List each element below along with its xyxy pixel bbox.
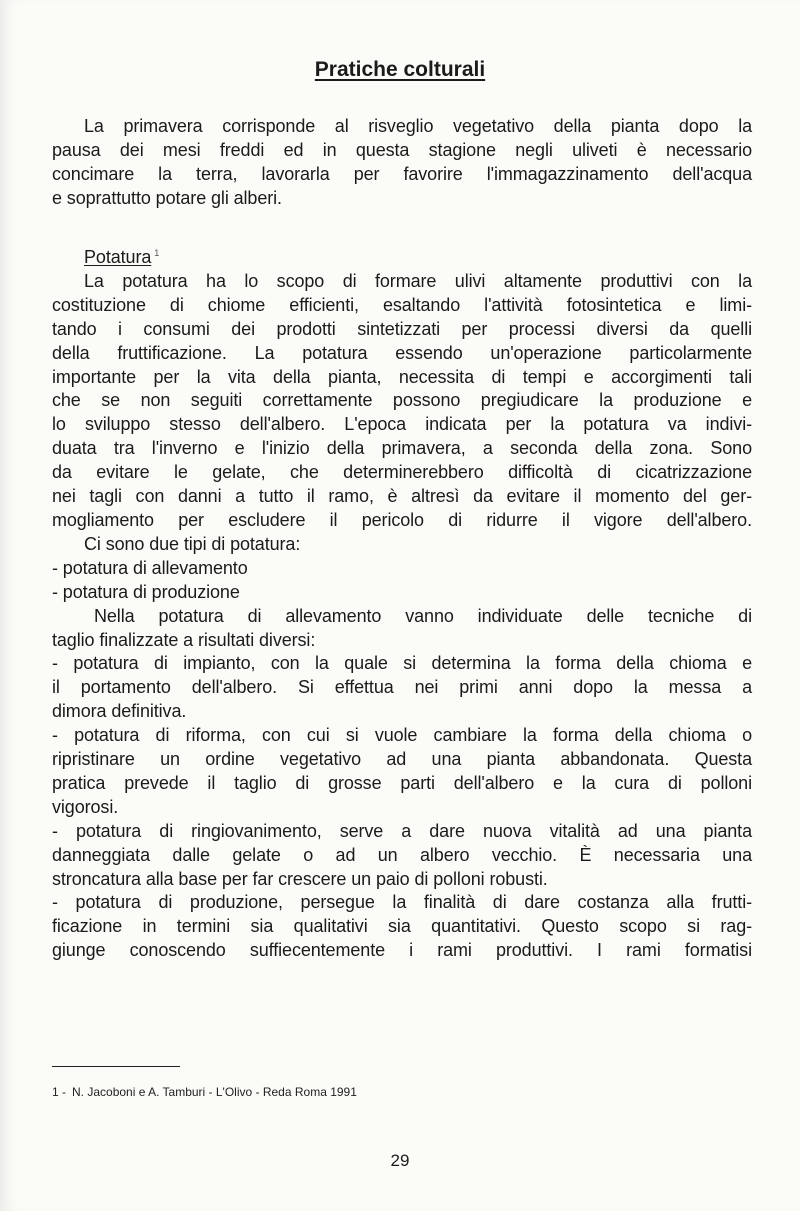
- potatura-section: [52, 242, 752, 963]
- footnote-text: N. Jacoboni e A. Tamburi - L'Olivo - Reda Roma 1991: [72, 1085, 357, 1099]
- text-line: e soprattutto potare gli alberi.: [52, 187, 282, 208]
- text-line: Nella potatura di allevamento vanno individuate delle tecniche di: [94, 605, 752, 626]
- text-line: La potatura ha lo scopo di formare ulivi altamente produttivi con la: [84, 270, 752, 291]
- text-line: pratica prevede il taglio di grosse parti dell'albero e la cura di polloni: [52, 772, 752, 793]
- footnote-reference: 1: [154, 248, 160, 258]
- text-line: importante per la vita della pianta, necessita di tempi e accorgimenti tali: [52, 366, 752, 387]
- text-line: La primavera corrisponde al risveglio vegetativo della pianta dopo la: [84, 116, 752, 136]
- text-line: tando i consumi dei prodotti sintetizzati per processi diversi da quelli: [52, 318, 752, 339]
- text-line: taglio finalizzate a risultati diversi:: [52, 629, 316, 650]
- intro-paragraph: [52, 115, 752, 211]
- text-line: danneggiata dalle gelate o ad un albero vecchio. È necessaria una: [52, 844, 752, 865]
- text-line: lo sviluppo stesso dell'albero. L'epoca indicata per la potatura va indivi-: [52, 414, 752, 435]
- text-line: giunge conoscendo suffiecentemente i rami produttivi. I rami formatisi: [52, 940, 752, 961]
- text-line: da evitare le gelate, che determinerebbero difficoltà di cicatrizzazione: [52, 462, 752, 483]
- text-line: dimora definitiva.: [52, 701, 187, 722]
- text-line: nei tagli con danni a tutto il ramo, è altresì da evitare il momento del ger-: [52, 486, 752, 507]
- text-line: concimare la terra, lavorarla per favorire l'immagazzinamento dell'acqua: [52, 163, 752, 184]
- page-number: 29: [390, 1151, 410, 1170]
- text-line: costituzione di chiome efficienti, esaltando l'attività fotosintetica e limi-: [52, 294, 752, 315]
- list-item: - potatura di riforma, con cui si vuole cambiare la forma della chioma o: [52, 725, 752, 746]
- text-line: duata tra l'inverno e l'inizio della primavera, a seconda della zona. Sono: [52, 438, 752, 459]
- page-title: Pratiche colturali: [314, 58, 486, 81]
- section-heading: Potatura: [84, 247, 152, 267]
- text-line: mogliamento per escludere il pericolo di ridurre il vigore dell'albero.: [52, 509, 752, 530]
- footnote-divider: [52, 1066, 180, 1067]
- text-line: vigorosi.: [52, 796, 119, 817]
- text-line: ficazione in termini sia qualitativi sia quantitativi. Questo scopo si rag-: [52, 916, 752, 937]
- text-line: Ci sono due tipi di potatura:: [84, 533, 301, 554]
- text-line: della fruttificazione. La potatura essendo un'operazione particolarmente: [52, 342, 752, 363]
- text-line: che se non seguiti correttamente possono pregiudicare la produzione e: [52, 390, 752, 411]
- section-heading-line: [52, 242, 752, 270]
- footnote-number: 1 -: [52, 1085, 67, 1099]
- list-item: - potatura di produzione, persegue la finalità di dare costanza alla frutti-: [52, 892, 752, 913]
- list-item: - potatura di produzione: [52, 581, 240, 602]
- text-line: stroncatura alla base per far crescere un paio di polloni robusti.: [52, 868, 548, 889]
- list-item: - potatura di ringiovanimento, serve a dare nuova vitalità ad una pianta: [52, 820, 752, 841]
- list-item: - potatura di impianto, con la quale si determina la forma della chioma e: [52, 653, 752, 674]
- list-item: - potatura di allevamento: [52, 557, 248, 578]
- text-line: ripristinare un ordine vegetativo ad una pianta abbandonata. Questa: [52, 749, 752, 770]
- footnote: [52, 1085, 357, 1099]
- text-line: il portamento dell'albero. Si effettua nei primi anni dopo la messa a: [52, 677, 752, 698]
- text-line: pausa dei mesi freddi ed in questa stagione negli uliveti è necessario: [52, 139, 752, 160]
